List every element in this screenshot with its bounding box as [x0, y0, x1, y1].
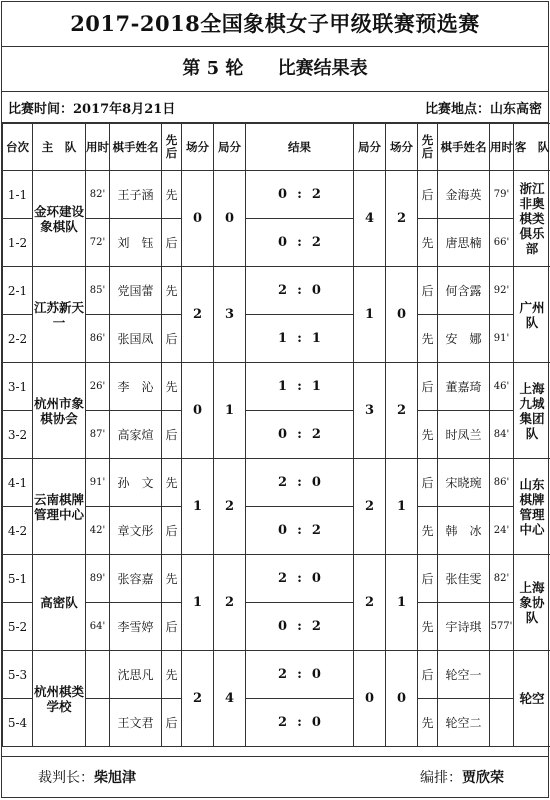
header-home-game-points: 局分: [214, 124, 246, 171]
home-order: 后: [162, 603, 182, 651]
match-venue: 比赛地点：山东高密: [425, 98, 542, 117]
home-player: 孙 文: [110, 459, 162, 507]
result: [246, 459, 354, 507]
result: [246, 219, 354, 267]
results-table: [2, 123, 550, 747]
away-player: 轮空二: [438, 699, 490, 747]
home-score: 0: [278, 235, 287, 250]
home-time: 42': [86, 507, 110, 555]
header-board: 台次: [3, 124, 33, 171]
home-order: 先: [162, 171, 182, 219]
table-row: [3, 411, 550, 459]
score-separator: :: [297, 523, 302, 538]
away-game-points: 2: [354, 459, 386, 555]
away-score: 2: [312, 427, 321, 442]
result: [246, 507, 354, 555]
header-away-time: 用时: [490, 124, 514, 171]
away-order: 后: [418, 651, 438, 699]
home-score: 2: [278, 283, 287, 298]
result: [246, 603, 354, 651]
result: [246, 699, 354, 747]
home-order: 先: [162, 459, 182, 507]
table-row: [3, 315, 550, 363]
away-score: 2: [312, 619, 321, 634]
away-match-points: 0: [386, 651, 418, 747]
board-number: 1-2: [3, 219, 33, 267]
home-game-points: 2: [214, 459, 246, 555]
home-time: [86, 699, 110, 747]
board-number: 3-2: [3, 411, 33, 459]
home-game-points: 2: [214, 555, 246, 651]
away-player: 时凤兰: [438, 411, 490, 459]
home-score: 2: [278, 475, 287, 490]
score: [246, 715, 353, 730]
away-team: 上海象协队: [514, 555, 550, 651]
away-time: 577': [490, 603, 514, 651]
match-date: 比赛时间：2017年8月21日: [8, 98, 175, 117]
away-time: 79': [490, 171, 514, 219]
header-away-match-points: 场分: [386, 124, 418, 171]
score: [246, 427, 353, 442]
home-player: 王文君: [110, 699, 162, 747]
board-number: 5-1: [3, 555, 33, 603]
referee: [38, 767, 136, 787]
away-player: 宋晓琬: [438, 459, 490, 507]
score: [246, 331, 353, 346]
away-team: 浙江非奥棋类俱乐部: [514, 171, 550, 267]
away-order: 后: [418, 363, 438, 411]
away-order: 先: [418, 603, 438, 651]
table-row: [3, 507, 550, 555]
header-away-order: 先后: [418, 124, 438, 171]
home-team: 高密队: [33, 555, 86, 651]
away-time: 82': [490, 555, 514, 603]
round-label: 第 5 轮: [182, 58, 243, 79]
score-separator: :: [297, 571, 302, 586]
home-score: 0: [278, 523, 287, 538]
away-order: 后: [418, 555, 438, 603]
away-player: 轮空一: [438, 651, 490, 699]
score-separator: :: [297, 235, 302, 250]
home-order: 先: [162, 267, 182, 315]
home-order: 先: [162, 363, 182, 411]
away-score: 0: [312, 715, 321, 730]
away-time: 46': [490, 363, 514, 411]
result: [246, 267, 354, 315]
away-order: 先: [418, 699, 438, 747]
home-team: 杭州市象棋协会: [33, 363, 86, 459]
home-score: 0: [278, 187, 287, 202]
home-player: 章文彤: [110, 507, 162, 555]
away-time: 84': [490, 411, 514, 459]
away-player: 董嘉琦: [438, 363, 490, 411]
home-order: 后: [162, 507, 182, 555]
score-separator: :: [297, 427, 302, 442]
away-order: 先: [418, 219, 438, 267]
home-time: 86': [86, 315, 110, 363]
away-match-points: 0: [386, 267, 418, 363]
header-home-match-points: 场分: [182, 124, 214, 171]
table-row: [3, 363, 550, 411]
home-game-points: 0: [214, 171, 246, 267]
board-number: 1-1: [3, 171, 33, 219]
away-player: 唐思楠: [438, 219, 490, 267]
away-time: 66': [490, 219, 514, 267]
home-score: 0: [278, 427, 287, 442]
home-order: 后: [162, 315, 182, 363]
home-match-points: 1: [182, 555, 214, 651]
away-team: 上海九城集团队: [514, 363, 550, 459]
away-score: 2: [312, 187, 321, 202]
score: [246, 283, 353, 298]
editor-label: 编排：: [420, 770, 462, 786]
away-match-points: 2: [386, 171, 418, 267]
home-score: 2: [278, 571, 287, 586]
away-team: 轮空: [514, 651, 550, 747]
home-player: 刘 钰: [110, 219, 162, 267]
header-away-player: 棋手姓名: [438, 124, 490, 171]
table-row: [3, 603, 550, 651]
score: [246, 667, 353, 682]
away-player: 张佳雯: [438, 555, 490, 603]
score-separator: :: [297, 475, 302, 490]
referee-label: 裁判长：: [38, 770, 94, 786]
away-time: 86': [490, 459, 514, 507]
board-number: 3-1: [3, 363, 33, 411]
home-time: 91': [86, 459, 110, 507]
home-time: 82': [86, 171, 110, 219]
home-score: 0: [278, 619, 287, 634]
score: [246, 235, 353, 250]
header-row: [3, 124, 550, 171]
away-score: 0: [312, 475, 321, 490]
away-match-points: 1: [386, 555, 418, 651]
table-row: [3, 459, 550, 507]
away-time: 24': [490, 507, 514, 555]
board-number: 4-2: [3, 507, 33, 555]
referee-name: 柴旭津: [94, 770, 136, 786]
results-sheet: [1, 1, 549, 798]
away-order: 后: [418, 171, 438, 219]
away-order: 先: [418, 315, 438, 363]
home-time: 64': [86, 603, 110, 651]
home-time: 72': [86, 219, 110, 267]
away-order: 先: [418, 411, 438, 459]
away-score: 1: [312, 331, 321, 346]
header-home-time: 用时: [86, 124, 110, 171]
away-score: 0: [312, 283, 321, 298]
table-row: [3, 555, 550, 603]
home-team: 金环建设象棋队: [33, 171, 86, 267]
away-player: 宇诗琪: [438, 603, 490, 651]
home-order: 后: [162, 411, 182, 459]
board-number: 2-1: [3, 267, 33, 315]
away-score: 2: [312, 523, 321, 538]
away-match-points: 2: [386, 363, 418, 459]
home-match-points: 2: [182, 651, 214, 747]
away-order: 后: [418, 459, 438, 507]
away-player: 金海英: [438, 171, 490, 219]
away-time: 91': [490, 315, 514, 363]
score-separator: :: [297, 715, 302, 730]
round-subtitle: [2, 47, 548, 92]
away-score: 2: [312, 235, 321, 250]
score-separator: :: [297, 331, 302, 346]
score-separator: :: [297, 379, 302, 394]
result: [246, 555, 354, 603]
score-separator: :: [297, 619, 302, 634]
table-row: [3, 219, 550, 267]
score-separator: :: [297, 187, 302, 202]
board-number: 2-2: [3, 315, 33, 363]
home-order: 后: [162, 219, 182, 267]
home-player: 李雪婷: [110, 603, 162, 651]
result: [246, 363, 354, 411]
home-order: 先: [162, 651, 182, 699]
score: [246, 571, 353, 586]
result: [246, 315, 354, 363]
away-score: 1: [312, 379, 321, 394]
away-game-points: 3: [354, 363, 386, 459]
board-number: 4-1: [3, 459, 33, 507]
away-order: 后: [418, 267, 438, 315]
away-game-points: 2: [354, 555, 386, 651]
header-home-team: 主 队: [33, 124, 86, 171]
away-time: [490, 699, 514, 747]
away-player: 安 娜: [438, 315, 490, 363]
home-team: 云南棋牌管理中心: [33, 459, 86, 555]
home-player: 张容嘉: [110, 555, 162, 603]
away-player: 韩 冰: [438, 507, 490, 555]
score: [246, 523, 353, 538]
home-match-points: 2: [182, 267, 214, 363]
away-team: 广州队: [514, 267, 550, 363]
board-number: 5-4: [3, 699, 33, 747]
home-game-points: 4: [214, 651, 246, 747]
home-match-points: 0: [182, 171, 214, 267]
table-row: [3, 171, 550, 219]
home-time: [86, 651, 110, 699]
home-score: 1: [278, 331, 287, 346]
home-time: 89': [86, 555, 110, 603]
home-game-points: 1: [214, 363, 246, 459]
away-player: 何含露: [438, 267, 490, 315]
home-team: 江苏新天一: [33, 267, 86, 363]
away-game-points: 1: [354, 267, 386, 363]
home-order: 后: [162, 699, 182, 747]
away-time: 92': [490, 267, 514, 315]
result: [246, 411, 354, 459]
header-away-team: 客 队: [514, 124, 550, 171]
result: [246, 171, 354, 219]
editor: [420, 767, 504, 787]
footer: [2, 756, 548, 797]
result: [246, 651, 354, 699]
home-score: 2: [278, 715, 287, 730]
table-row: [3, 267, 550, 315]
away-score: 0: [312, 667, 321, 682]
home-team: 杭州棋类学校: [33, 651, 86, 747]
header-result: 结果: [246, 124, 354, 171]
away-order: 先: [418, 507, 438, 555]
home-player: 王子涵: [110, 171, 162, 219]
away-game-points: 4: [354, 171, 386, 267]
away-time: [490, 651, 514, 699]
away-team: 山东棋牌管理中心: [514, 459, 550, 555]
header-home-order: 先后: [162, 124, 182, 171]
home-match-points: 0: [182, 363, 214, 459]
home-player: 高家煊: [110, 411, 162, 459]
table-row: [3, 699, 550, 747]
board-number: 5-3: [3, 651, 33, 699]
home-time: 87': [86, 411, 110, 459]
home-score: 1: [278, 379, 287, 394]
home-game-points: 3: [214, 267, 246, 363]
header-home-player: 棋手姓名: [110, 124, 162, 171]
score-separator: :: [297, 667, 302, 682]
editor-name: 贾欣荣: [462, 770, 504, 786]
home-player: 张国凤: [110, 315, 162, 363]
away-score: 0: [312, 571, 321, 586]
subtitle-label: 比赛结果表: [278, 58, 368, 79]
home-player: 沈思凡: [110, 651, 162, 699]
away-match-points: 1: [386, 459, 418, 555]
meta-row: [2, 92, 548, 123]
home-player: 党国蕾: [110, 267, 162, 315]
table-row: [3, 651, 550, 699]
score-separator: :: [297, 283, 302, 298]
home-order: 先: [162, 555, 182, 603]
home-score: 2: [278, 667, 287, 682]
home-match-points: 1: [182, 459, 214, 555]
score: [246, 187, 353, 202]
header-away-game-points: 局分: [354, 124, 386, 171]
score: [246, 619, 353, 634]
home-time: 26': [86, 363, 110, 411]
board-number: 5-2: [3, 603, 33, 651]
results-body: [3, 171, 550, 747]
away-game-points: 0: [354, 651, 386, 747]
score: [246, 379, 353, 394]
home-time: 85': [86, 267, 110, 315]
page-title: 2017-2018全国象棋女子甲级联赛预选赛: [2, 2, 548, 47]
home-player: 李 沁: [110, 363, 162, 411]
score: [246, 475, 353, 490]
